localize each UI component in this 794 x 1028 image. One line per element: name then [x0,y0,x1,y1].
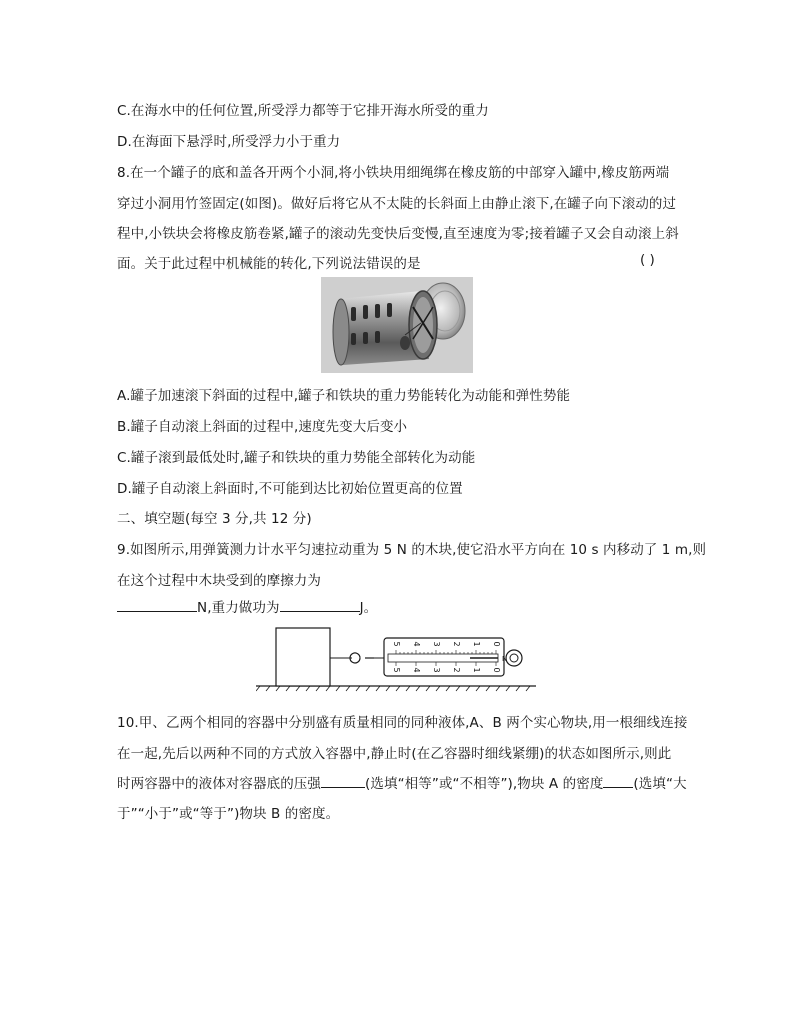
answer-blank-friction[interactable] [117,597,197,612]
question-8-line-3: 程中,小铁块会将橡皮筋卷紧,罐子的滚动先变快后变慢,直至速度为零;接着罐子又会自动滚上斜 [117,226,679,242]
option-7c: C.在海水中的任何位置,所受浮力都等于它排开海水所受的重力 [117,103,489,119]
q9-text-gravity-work: N,重力做功为 [197,600,280,616]
answer-blank-gravity-work[interactable] [280,597,360,612]
option-8b: B.罐子自动滚上斜面的过程中,速度先变大后变小 [117,419,408,435]
question-10-line-1: 10.甲、乙两个相同的容器中分别盛有质量相同的同种液体,A、B 两个实心物块,用一根细线连接 [117,715,688,731]
question-8-line-4: 面。关于此过程中机械能的转化,下列说法错误的是 [117,256,421,272]
scale-number: 1 [472,641,481,647]
option-8c: C.罐子滚到最低处时,罐子和铁块的重力势能全部转化为动能 [117,450,476,466]
scale-number: 3 [432,667,441,673]
wooden-block [276,628,330,686]
question-9-line-2: 在这个过程中木块受到的摩擦力为 [117,573,321,589]
q10-text-density: (选填“相等”或“不相等”),物块 A 的密度 [365,776,604,792]
option-7d: D.在海面下悬浮时,所受浮力小于重力 [117,134,341,150]
scale-number: 2 [452,667,461,673]
question-10-line-3 [117,772,687,792]
scale-number: 1 [472,667,481,673]
pull-ring [506,650,522,666]
question-10-line-2: 在一起,先后以两种不同的方式放入容器中,静止时(在乙容器时细线紧绷)的状态如图所示,则此 [117,746,672,762]
answer-bracket: ( ) [640,252,655,268]
q10-text-pressure: 时两容器中的液体对容器底的压强 [117,776,321,792]
section-title-fill-in: 二、填空题(每空 3 分,共 12 分) [117,511,312,527]
scale-number: 3 [432,641,441,647]
question-9-line-1: 9.如图所示,用弹簧测力计水平匀速拉动重为 5 N 的木块,使它沿水平方向在 10 s 内移动了 1 m,则 [117,542,707,558]
option-8d: D.罐子自动滚上斜面时,不可能到达比初始位置更高的位置 [117,481,463,497]
scale-unit: N [502,655,508,663]
q9-text-unit: J。 [359,600,378,616]
scale-number: 0 [492,667,501,673]
spring-scale-diagram [256,620,536,692]
question-9-line-3 [117,596,377,616]
spring-scale-svg [256,620,536,692]
scale-number: 5 [392,641,401,647]
scale-number: 2 [452,641,461,647]
scale-number: 4 [412,667,421,673]
question-8-line-1: 8.在一个罐子的底和盖各开两个小洞,将小铁块用细绳绑在橡皮筋的中部穿入罐中,橡皮筋两端 [117,165,670,181]
can-illustration [321,277,473,373]
scale-number: 0 [492,641,501,647]
scale-number: 5 [392,667,401,673]
scale-number: 4 [412,641,421,647]
answer-blank-pressure[interactable] [321,773,365,788]
answer-blank-density[interactable] [603,773,633,788]
option-8a: A.罐子加速滚下斜面的过程中,罐子和铁块的重力势能转化为动能和弹性势能 [117,388,571,404]
can-photo [321,277,473,373]
ground-hatching [256,686,530,691]
question-10-line-4: 于”“小于”或“等于”)物块 B 的密度。 [117,806,340,822]
question-8-line-2: 穿过小洞用竹签固定(如图)。做好后将它从不太陡的长斜面上由静止滚下,在罐子向下滚动的过 [117,196,677,212]
q10-text-choice: (选填“大 [633,776,687,792]
